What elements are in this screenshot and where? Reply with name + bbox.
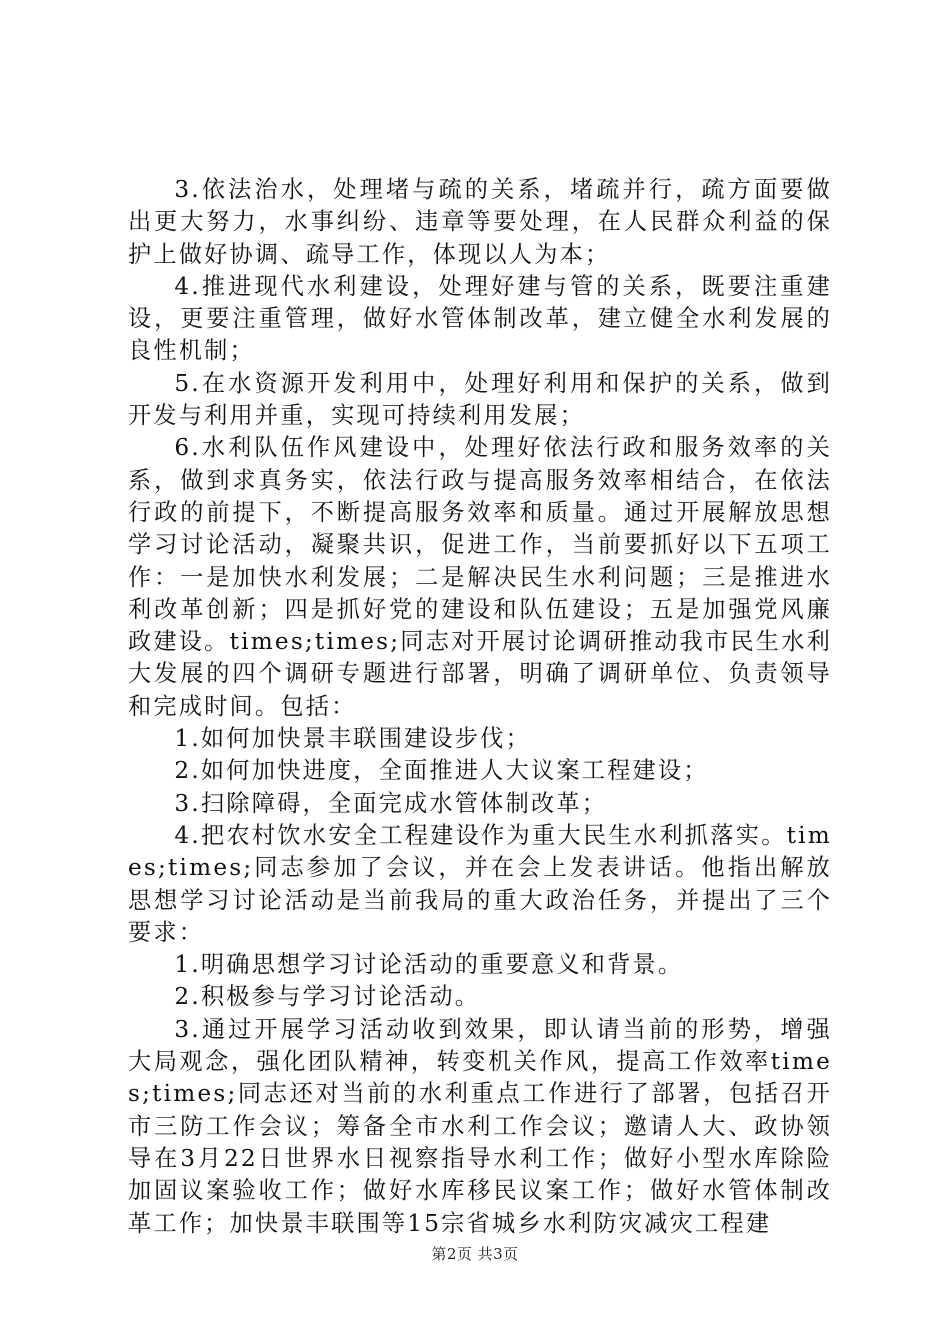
paragraph: 3.依法治水，处理堵与疏的关系，堵疏并行，疏方面要做出更大努力，水事纠纷、违章等要处理，在人民群众利益的保护上做好协调、疏导工作，体现以人为本； bbox=[128, 176, 832, 268]
document-body bbox=[128, 174, 832, 1240]
paragraph: 3.扫除障碍，全面完成水管体制改革； bbox=[174, 789, 608, 817]
paragraph: 2.如何加快进度，全面推进人大议案工程建设； bbox=[174, 757, 709, 785]
paragraph: 1.明确思想学习讨论活动的重要意义和背景。 bbox=[174, 951, 684, 979]
paragraph: 5.在水资源开发利用中，处理好利用和保护的关系，做到开发与利用并重，实现可持续利用发展； bbox=[128, 369, 832, 430]
page-footer: 第2页 共3页 bbox=[431, 1245, 519, 1263]
paragraph: 6.水利队伍作风建设中，处理好依法行政和服务效率的关系，做到求真务实，依法行政与提高服务效率相结合，在依法行政的前提下，不断提高服务效率和质量。通过开展解放思想学习讨论活动，凝聚共识，促进工作，当前要抓好以下五项工作：一是加快水利发展；二是解决民生水利问题；三是推进水利改革创新；四是抓好党的建设和队伍建设；五是加强党风廉政建设。times;times;同志对开展讨论调研推动我市民生水利大发展的四个调研专题进行部署，明确了调研单位、负责领导和完成时间。包括： bbox=[128, 434, 832, 720]
paragraph: 4.把农村饮水安全工程建设作为重大民生水利抓落实。times;times;同志参加了会议，并在会上发表讲话。他指出解放思想学习讨论活动是当前我局的重大政治任务，并提出了三个要求： bbox=[128, 821, 832, 946]
paragraph: 2.积极参与学习讨论活动。 bbox=[174, 983, 481, 1011]
paragraph: 3.通过开展学习活动收到效果，即认请当前的形势，增强大局观念，强化团队精神，转变机关作风，提高工作效率times;times;同志还对当前的水利重点工作进行了部署，包括召开市三防工作会议；筹备全市水利工作会议；邀请人大、政协领导在3月22日世界水日视察指导水利工作；做好小型水库除险加固议案验收工作；做好水库移民议案工作；做好水管体制改革工作；加快景丰联围等15宗省城乡水利防灾减灾工程建 bbox=[128, 1015, 832, 1237]
paragraph: 4.推进现代水利建设，处理好建与管的关系，既要注重建设，更要注重管理，做好水管体制改革，建立健全水利发展的良性机制； bbox=[128, 272, 832, 365]
paragraph: 1.如何加快景丰联围建设步伐； bbox=[174, 725, 531, 753]
